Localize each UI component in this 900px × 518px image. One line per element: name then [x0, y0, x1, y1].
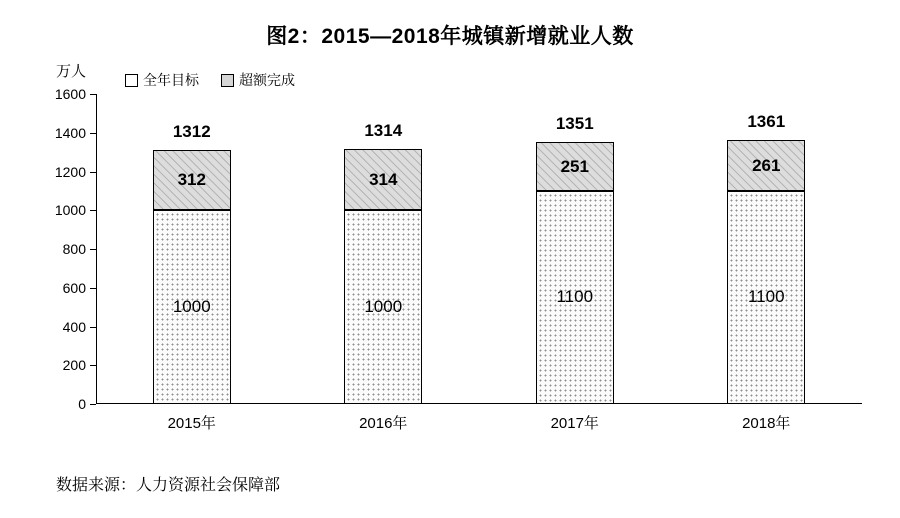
bar-group	[536, 94, 614, 432]
bar-label-target: 1000	[172, 297, 211, 317]
y-tick-label: 400	[62, 318, 86, 335]
chart-legend	[125, 70, 295, 90]
bar-segment-target	[153, 210, 231, 404]
bar-label-target: 1000	[364, 297, 403, 317]
chart-title: 图2：2015—2018年城镇新增就业人数	[266, 25, 634, 48]
y-tick-mark	[90, 94, 96, 95]
y-tick-label: 600	[62, 279, 86, 296]
y-tick-label: 1400	[54, 124, 86, 141]
y-tick-mark	[90, 327, 96, 328]
y-tick-mark	[90, 210, 96, 211]
bar-label-target: 1100	[747, 287, 785, 307]
y-tick-label: 1200	[54, 163, 86, 180]
legend-label-target: 全年目标	[143, 72, 199, 88]
y-tick-mark	[90, 133, 96, 134]
y-axis-unit-label: 万人	[56, 63, 87, 80]
y-tick-label: 1000	[54, 202, 86, 219]
x-axis-category-label: 2015年	[167, 415, 216, 432]
x-axis-category-label: 2017年	[550, 415, 599, 432]
bar-label-excess: 314	[369, 169, 398, 189]
legend-swatch-target-icon	[125, 74, 138, 87]
bar-label-excess: 251	[560, 156, 589, 176]
y-axis-line	[96, 94, 97, 404]
y-tick-label: 200	[62, 357, 86, 374]
legend-label-excess: 超额完成	[239, 72, 295, 88]
bar-label-excess: 312	[177, 170, 206, 190]
bar-segment-target	[536, 191, 614, 404]
x-axis-category-label: 2018年	[742, 415, 791, 432]
y-tick-label: 1600	[54, 86, 86, 102]
bar-segment-excess	[536, 142, 614, 191]
y-tick-mark	[90, 288, 96, 289]
bar-label-excess: 261	[752, 155, 781, 175]
bar-group	[344, 94, 422, 432]
x-axis-category-label: 2016年	[359, 415, 408, 432]
bar-segment-target	[344, 210, 422, 404]
bar-segment-excess	[153, 150, 231, 210]
y-tick-mark	[90, 172, 96, 173]
source-note: 数据来源：人力资源社会保障部	[56, 477, 281, 494]
bar-total-label: 1314	[364, 121, 403, 141]
bar-segment-excess	[344, 149, 422, 210]
y-tick-label: 800	[62, 241, 86, 257]
bar-group	[153, 94, 231, 432]
y-tick-mark	[90, 249, 96, 250]
plot-area	[54, 86, 862, 432]
bar-total-label: 1312	[172, 121, 211, 141]
legend-swatch-excess-icon	[221, 74, 234, 87]
legend-item-excess	[221, 70, 295, 90]
bar-segment-target	[727, 191, 805, 404]
bar-total-label: 1351	[555, 114, 594, 134]
bar-label-target: 1100	[556, 287, 594, 307]
bar-segment-excess	[727, 140, 805, 191]
y-tick-mark	[90, 404, 96, 405]
plot-frame	[54, 86, 862, 432]
y-tick-label: 0	[78, 396, 86, 412]
y-tick-mark	[90, 365, 96, 366]
legend-item-target	[125, 70, 199, 90]
bar-group	[727, 94, 805, 432]
bar-total-label: 1361	[747, 112, 786, 132]
